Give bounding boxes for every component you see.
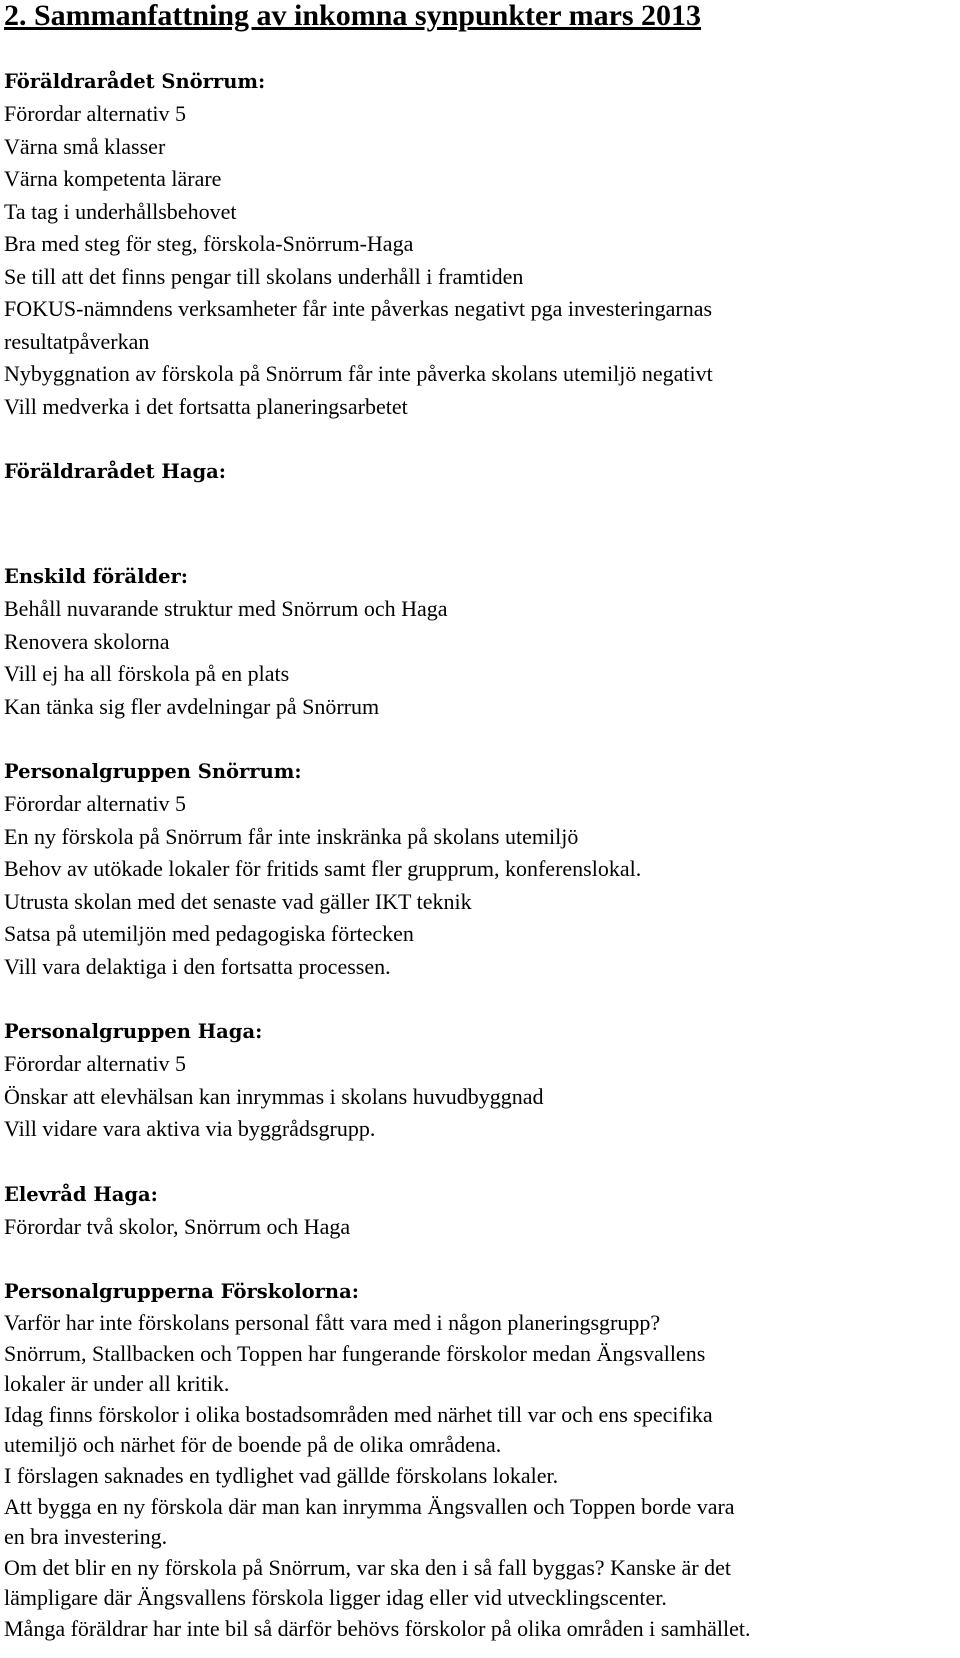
section-line: Behov av utökade lokaler för fritids samt fler grupprum, konferenslokal.	[4, 856, 642, 881]
section-line: Varför har inte förskolans personal fått vara med i någon planeringsgrupp?	[4, 1310, 661, 1335]
section-line: Bra med steg för steg, förskola-Snörrum-Haga	[4, 231, 414, 256]
section-line: lämpligare där Ängsvallens förskola ligger idag eller vid utvecklingscenter.	[4, 1585, 667, 1611]
section-line: Nybyggnation av förskola på Snörrum får inte påverka skolans utemiljö negativt	[4, 361, 713, 386]
section-line: en bra investering.	[4, 1524, 168, 1550]
section-heading: Elevråd Haga:	[4, 1182, 158, 1206]
section-line: Satsa på utemiljön med pedagogiska förtecken	[4, 921, 414, 946]
section-line: Att bygga en ny förskola där man kan inrymma Ängsvallen och Toppen borde vara	[4, 1493, 735, 1519]
section	[4, 1276, 954, 1645]
section-line: Förordar alternativ 5	[4, 1051, 187, 1076]
page-title: 2. Sammanfattning av inkomna synpunkter mars 2013	[4, 0, 702, 32]
section-line: Kan tänka sig fler avdelningar på Snörrum	[4, 693, 380, 719]
section-line: En ny förskola på Snörrum får inte inskränka på skolans utemiljö	[4, 823, 579, 849]
section	[4, 456, 954, 528]
section-heading: Enskild förälder:	[4, 565, 188, 588]
section	[4, 756, 954, 983]
section	[4, 1016, 954, 1146]
section-line: Vill vara delaktiga i den fortsatta processen.	[4, 953, 391, 979]
section-heading: Personalgruppen Snörrum:	[4, 760, 302, 783]
section	[4, 66, 954, 423]
section-line: FOKUS-nämndens verksamheter får inte påverkas negativt pga investeringarnas	[4, 296, 713, 321]
section-heading: Personalgrupperna Förskolorna:	[4, 1280, 359, 1303]
section-line: Snörrum, Stallbacken och Toppen har fungerande förskolor medan Ängsvallens	[4, 1340, 706, 1366]
section-line: Förordar alternativ 5	[4, 791, 187, 816]
section-line: Ta tag i underhållsbehovet	[4, 198, 237, 224]
section-line: Behåll nuvarande struktur med Snörrum och Haga	[4, 596, 448, 621]
section-line: Vill medverka i det fortsatta planeringsarbetet	[4, 393, 408, 419]
section-line: Vill ej ha all förskola på en plats	[4, 661, 290, 686]
section-heading: Föräldrarådet Haga:	[4, 460, 226, 483]
section-line: Värna kompetenta lärare	[4, 166, 222, 191]
section-heading: Personalgruppen Haga:	[4, 1020, 263, 1043]
section-line: Renovera skolorna	[4, 628, 170, 654]
section-line: Vill vidare vara aktiva via byggrådsgrupp.	[4, 1116, 376, 1141]
document-page	[4, 0, 954, 1645]
section-line: I förslagen saknades en tydlighet vad gällde förskolans lokaler.	[4, 1462, 559, 1488]
section-heading: Föräldrarådet Snörrum:	[4, 70, 266, 93]
section-line: Utrusta skolan med det senaste vad gäller IKT teknik	[4, 888, 472, 914]
section-line: Önskar att elevhälsan kan inrymmas i skolans huvudbyggnad	[4, 1083, 544, 1109]
section-line: Många föräldrar har inte bil så därför behövs förskolor på olika områden i samhället.	[4, 1615, 751, 1641]
section-line: Förordar alternativ 5	[4, 101, 187, 126]
section	[4, 561, 954, 723]
section-line: resultatpåverkan	[4, 328, 150, 354]
section-line: Om det blir en ny förskola på Snörrum, var ska den i så fall byggas? Kanske är det	[4, 1554, 732, 1580]
section-line: Värna små klasser	[4, 133, 166, 159]
section	[4, 1179, 954, 1244]
section-line: lokaler är under all kritik.	[4, 1371, 230, 1397]
section-line: utemiljö och närhet för de boende på de olika områdena.	[4, 1432, 502, 1458]
sections-container	[4, 66, 954, 1645]
section-line: Se till att det finns pengar till skolans underhåll i framtiden	[4, 263, 524, 289]
section-line: Idag finns förskolor i olika bostadsområden med närhet till var och ens specifika	[4, 1401, 713, 1427]
section-line: Förordar två skolor, Snörrum och Haga	[4, 1213, 351, 1239]
